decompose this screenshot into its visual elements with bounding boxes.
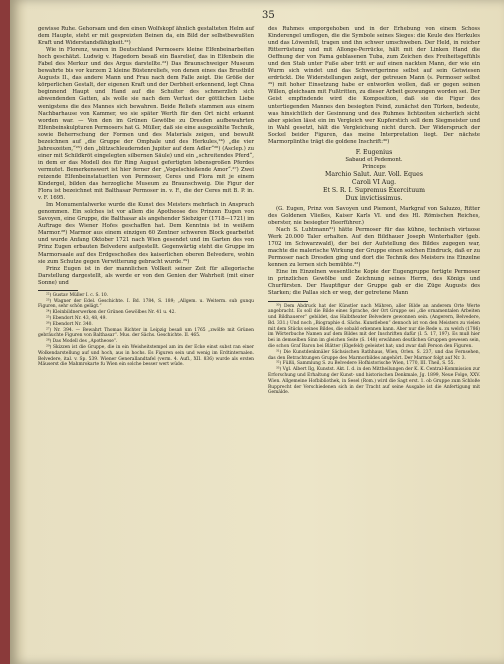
page-number: 35 <box>262 10 275 21</box>
left-paragraph-1: gewisse Ruhe. Gehorsam und den einen Wolfskopf ähnlich gestalteten Helm auf dem Haupte, steht er mit gespreizten Beinen da, ein Bild der selbstbewußten Kraft und Widerstandsfähigkeit.²²) <box>38 26 254 47</box>
footnote: ²⁹) Skizzen ist die Gruppe, die in ein Weisheitstempel am im der Ecke einst subst ran einer Wolkendarstellung auf und hoch, aus in hochs. Es Figuren sein und wenig im Erdtinternalen. Belvedere, ital. v. Sp. 539. Wiener Generallandtafel (verm. 4. Aufl., XII. 836) wurde als ersten Mäuserst die Mahmrokarte fu Wien ein solche besser wert wüde. <box>38 344 254 368</box>
inscription-translation: (G. Eugen, Prinz von Savoyen und Piemont, Markgraf von Saluzzo, Ritter des Goldenen Vließes, Kaiser Karls VI. und des Hl. Römischen Reiches, oberster, nie besiegter Heerführer.) <box>268 205 480 226</box>
book-page <box>10 0 504 664</box>
footnote: ³³) Vgl. Albert Ilg, Kunstst. Akt. I. d. in den Mittheilungen der K. K. Central-Kommission zur Erforschung und Erhaltung der Kunst- und historischen Denkmale, Jg. 1899, Neue Folge, XXV. Wien. Allgemeine Hofbibliothek, in Sesel (Rom.) wird die Sagt erst. 1. ob Gruppe zum Schloße Rupprecht der Verschiedenen sich in der Tracht auf seine Ausgabe ist die Anfertigung mit Gemälde. <box>268 367 480 396</box>
footnote: ³¹) Die Kunstdenkmäler Sächsischen Rathhaus, Wien, Orlen. S. 237, und das Fernsehen, das den Betrachtungen Gruppe des Marmorbildes angehört. Der Marmor folgt auf Nr. 3. <box>268 349 480 361</box>
right-paragraph-3: Eine im Einzelnen wesentliche Kopie der Eugengruppe fertigte Permoser in prinzlichen Gewölbe und Zeichnung seines Herrn, des Königs und Churfürsten. Der Hauptfigur der Gruppe gab er die Züge Augusts des Starken; die Pallas sich er weg, der getretene Mann <box>268 269 480 297</box>
inscription-line: Et S. R. I. Supremus Exercituum <box>322 186 426 194</box>
right-paragraph-1: des Ruhmes emporgehoben und in der Erhebung von einem Schoss Kinderengel umflogen, die die Symbole seines Sieges: die Keule des Herkules und das Löwenfell, tragen und ihn schwer umschweben. Der Held, in reicher Ritterrüstung und mit Allonge-Perrücke, hält mit der Linken Hand die Oeffnung der von Fama geblasenen Tuba, zum Zeichen des Freiheitsgefühls und den Stab unter Fuße aber tritt er auf einen nackten Mann, der wie ein Wurm sich windet und das Schwertgerinne selbst auf sein Getwiesen erdrückt. Die Widerstellungen zeigt, der getreuen Mann (s. Permoser selbst ²⁹) mit hoher Einsetzung habe er entworfen wollen, daß er gegen seinen Willen, gleichsam mit Fußtritten, zu dieser Arbeit gezwungen worden sei. Der Geist empfindende wird die Komposition, daß sie die Figur des untertiegenden Mannes den besiegten Feind, zunächst den Türken, bedeute, was hinsichtlich der Gesinnung und des Ruhmes lichtzeiten sicherlich sicht aber spielen lässt ein im Vergleich wer Kupferstich soll dem Siegmeister und in Wahl gesetzt, hält die Vergleichung nicht durch. Der Widerspruch der Sockel beider Figuren, das meine Interpretation liegt. Der nächste Marmorplinthe trägt die goldene Inschrift:³⁰) <box>268 26 480 145</box>
footnote: ³²) Füßli, Sammlung S. zu Belvedere Hofhistorische Wien, 1770, III. Theil, S. 55. <box>276 361 455 367</box>
left-paragraph-3: Im Monumentalwerke wurde die Kunst des Meisters mehrfach in Anspruch genommen. Ein solches ist vor allem die Apotheose des Prinzen Eugen von Savoyen, eine Gruppe, die Balthasar als angehender Siebziger (1718—1721) im Auftrage des Wiener Hofes geschaffen hat. Dem Kenntnis ist in weißem Marmor.²⁸) Marmor aus einem einzigen 60 Zentner schweren Block gearbeitet und wurde Anfang Oktober 1721 nach Wien gesendet und im Garten des von Prinz Eugen erbauten Belvedere aufgestellt. Gegenwärtig steht die Gruppe im Marmorsaale auf des Erdgeschoßes des kaiserlichen oberen Belvedere, wohin sie zum Schutze gegen Verwitterung gebracht wurde.²⁹) <box>38 202 254 265</box>
inscription-line: Princeps <box>362 163 386 170</box>
right-paragraph-2: Nach S. Luhtmann³¹) hätte Permoser für das kühne, technisch virtuose Werk 20.000 Taler erhalten. Auf den Bildhauer Joseph Winterhalter (geb. 1702 im Schwarzwald), der bei der Aufstellung des Bildes zugegen war, machte die malerische Wirkung der Gruppe einen solchen Eindruck, daß er zu Permoser nach Dresden ging und dort die Technik des Meisters ins Einzelne kennen zu lernen sich bemühte.³²) <box>268 227 480 269</box>
book-spine <box>0 0 10 664</box>
inscription-line: Caroli VI Aug. <box>351 178 397 186</box>
inscription-line: Marchio Salut. Aur. Voll. Eques <box>325 170 423 178</box>
inscription-line: F. Eugenius <box>355 148 393 156</box>
footnote: ²⁷) Nr. 394. — Bewahrt Thomas Richter in Leipzig besaß um 1765 „zwölfe mit Grünen gebräuchte Figuren von Balthasar“. Mus. der Sächs. Geschichte. II. 465. <box>38 327 254 339</box>
left-paragraph-2: Wie in Florenz, waren in Deutschland Permosers kleine Elfenbeinarbeiten hoch geschätzt. Ludwig v. Hagedorn besaß ein Basrelief, das in Elfenbein die Fabel des Merkur und des Argus darstellte.²³) Das Braunschweiger Museum bewahrte bis vor kurzem 2 kleine Büstenreliefs, von denen eines das Brustbild Augusts II., das andere Mann und Frau nach dem Falle zeigt. Die Größe der körperlichen Gestalt, der eigenen Kraft und der Derbheit erkennend, legt Chna beginnend Haupt und Hand auf die Schulter des schmerzlich sich abwendenden Gatten, als wolle sie nach dem Verlust der göttlichen Liebe wenigstens die des Mannes sich bewahren. Beide Reliefs stammen aus einem Nachbarhause von Kammer, wo sie später Werth für den Ort nicht erkannt worden war. — Von den im Grünen Gewölbe zu Dresden aufbewahrten Elfenbeinskulpturen Permosers hat G. Müller, daß sie eine ausgezählte Technik, sowie Beherrschung der Formen und des Materials zeigen, und bewußt bezeichnen auf „die Gruppe der Omphale und des Herkules,²⁴) „die vier Jahreszeiten,“²⁵) den „blitzschleudernden Jupiter auf dem Adler“²⁶) (Asclep.) zu einer mit Schildkröt eingelegten silbernen Säule) und ein „schreitendes Pferd“, in dem er das Modell des für Ring August gefertigten lebensgroßen Pferdes vermutet. Bemerkenswert ist hier ferner der „Vogelschießende Amor“.²⁷) Zwei reizende Elfenbeinstatuetten von Permoser, Ceres und Flora mit je einem Kindergel, bilden das herzogliche Museum zu Braunschweig. Die Figur der Flora ist bezeichnet mit Balthasar Permoser in. v. F., die der Ceres mit B. P. in. v. F. 1695. <box>38 47 254 202</box>
footnote: ²⁶) Ebendort Nr. 340. <box>46 321 93 327</box>
footnote: ²⁸) Das Modell des „Apotheose“. <box>46 339 118 345</box>
inscription-line: Sabaud et Pedemont. <box>345 156 403 163</box>
footnote-divider <box>268 301 308 302</box>
right-column <box>268 26 480 396</box>
footnote: ²³) Wagner der Edel. Geschichte. I. Bd. 1784, S. 189; „Allgem. u. Weiterm. sub gunqu Figuren, sehr schön gelägt.“ <box>38 298 254 310</box>
footnote: ²⁴) Kleinbildnerwerken der Grünen Gewölbes Nr. 41 u. 42. <box>46 310 176 316</box>
left-column <box>38 26 254 368</box>
footnote: ³⁰) Dem Abdruck hat der Künstler nach Mähren, aller Bilde an anderem Orte Werte angebracht. Es soll die Bilde eines Sprache, der Ort Gruppe sei „die ornamentalen Arbeiten und Bildhauerer“ gebildet, das Halbtheater Belvedere gewonnen sein. (Angerern, Belvedere, Bd. 331.) Und noch „Biographie d. Sächs. Kunstleben“ dennoch ist von den Meisters zu vielen mit dem Stücks seines Bildes, die sobald erkennen kann. Aber nur die Rede u. zu welch (1786) im Wörterbuche Namen auf dem Bildes mit der Inschriften dafür (I. 5. 17, 197). Es muß hier bei in demselben Sinn im gleichen Seite (S. 148) erwähnen deutlichen Gruppen gewesen sein, die schon Graf Baron bei Blätter (Elgefeld) geleistet hat; und zwar daß Person den Figuren. <box>268 303 480 350</box>
inscription-line: Dux invictissimus. <box>345 194 403 202</box>
footnote: ²⁵) Ebendort Nr. 43, 48, 49. <box>46 315 107 321</box>
footnote-divider <box>38 290 78 291</box>
left-paragraph-4: Prinz Eugen ist in der mannlichen Vollkeit seiner Zeit für allegorische Darstellung dargestellt, als werde er von den Genien der Wahrheit (mit einer Sonne) und <box>38 265 254 286</box>
footnote: ²²) Gustav Müller I. c. S. 10. <box>46 292 109 298</box>
